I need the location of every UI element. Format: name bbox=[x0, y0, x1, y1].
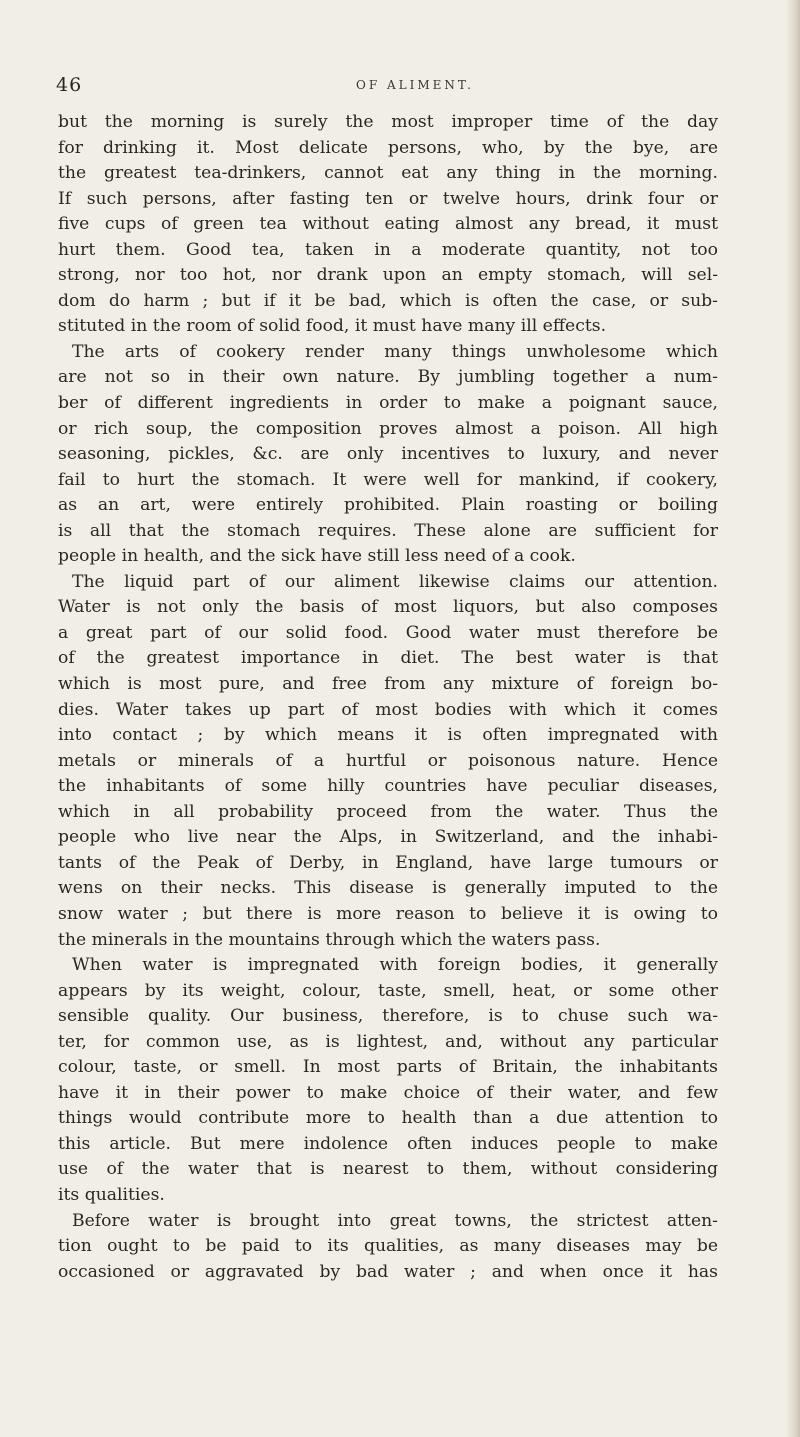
text-line: the minerals in the mountains through which the waters pass. bbox=[58, 929, 601, 950]
text-line: of the greatest importance in diet. The best water is that bbox=[58, 648, 718, 669]
text-line: occasioned or aggravated by bad water ; and when once it has bbox=[58, 1261, 718, 1282]
text-line: hurt them. Good tea, taken in a moderate quantity, not too bbox=[58, 239, 718, 260]
text-line: people in health, and the sick have still less need of a cook. bbox=[58, 546, 576, 567]
text-line: the greatest tea-drinkers, cannot eat any thing in the morning. bbox=[58, 163, 718, 184]
text-line: ber of different ingredients in order to make a poignant sauce, bbox=[58, 393, 718, 414]
text-line: metals or minerals of a hurtful or poisonous nature. Hence bbox=[58, 750, 718, 771]
text-line: its qualities. bbox=[58, 1184, 165, 1205]
paragraph-start-line: When water is impregnated with foreign bodies, it generally bbox=[72, 955, 718, 976]
text-line: as an art, were entirely prohibited. Plain roasting or boiling bbox=[58, 495, 718, 516]
text-line: tants of the Peak of Derby, in England, have large tumours or bbox=[58, 852, 718, 873]
text-line: If such persons, after fasting ten or twelve hours, drink four or bbox=[58, 188, 718, 209]
text-line: strong, nor too hot, nor drank upon an empty stomach, will sel- bbox=[58, 265, 718, 286]
text-line: is all that the stomach requires. These alone are sufficient for bbox=[58, 520, 718, 541]
text-line: appears by its weight, colour, taste, smell, heat, or some other bbox=[58, 980, 718, 1001]
text-line: colour, taste, or smell. In most parts of Britain, the inhabitants bbox=[58, 1057, 718, 1078]
text-line: five cups of green tea without eating almost any bread, it must bbox=[58, 214, 718, 235]
text-line: but the morning is surely the most improper time of the day bbox=[58, 112, 718, 132]
page-header bbox=[56, 74, 716, 96]
text-line: into contact ; by which means it is often impregnated with bbox=[58, 725, 718, 746]
text-line: dom do harm ; but if it be bad, which is often the case, or sub- bbox=[58, 290, 718, 311]
text-line: stituted in the room of solid food, it must have many ill effects. bbox=[58, 316, 607, 337]
paragraph-start-line: The arts of cookery render many things unwholesome which bbox=[72, 341, 718, 362]
text-line: people who live near the Alps, in Switzerland, and the inhabi- bbox=[58, 827, 718, 848]
text-line: have it in their power to make choice of their water, and few bbox=[58, 1082, 718, 1103]
text-line: for drinking it. Most delicate persons, who, by the bye, are bbox=[58, 137, 718, 158]
text-line: wens on their necks. This disease is generally imputed to the bbox=[58, 878, 718, 899]
text-line: seasoning, pickles, &c. are only incentives to luxury, and never bbox=[58, 444, 718, 465]
text-line: are not so in their own nature. By jumbling together a num- bbox=[58, 367, 718, 388]
text-line: things would contribute more to health than a due attention to bbox=[58, 1108, 718, 1129]
text-line: Water is not only the basis of most liquors, but also composes bbox=[58, 597, 718, 618]
page-edge-shadow bbox=[786, 0, 800, 1437]
page-number: 46 bbox=[56, 74, 83, 96]
text-line: which in all probability proceed from the water. Thus the bbox=[58, 801, 718, 822]
text-line: ter, for common use, as is lightest, and, without any particular bbox=[58, 1031, 718, 1052]
paragraph-start-line: Before water is brought into great towns, the strictest atten- bbox=[72, 1210, 718, 1231]
paragraph-start-line: The liquid part of our aliment likewise claims our attention. bbox=[72, 571, 718, 592]
text-line: fail to hurt the stomach. It were well for mankind, if cookery, bbox=[58, 469, 718, 490]
text-line: dies. Water takes up part of most bodies with which it comes bbox=[58, 699, 718, 720]
running-title: OF ALIMENT. bbox=[356, 78, 474, 92]
text-line: sensible quality. Our business, therefore, is to chuse such wa- bbox=[58, 1006, 718, 1027]
body-text bbox=[58, 110, 718, 1285]
text-line: snow water ; but there is more reason to believe it is owing to bbox=[58, 903, 718, 924]
text-line: this article. But mere indolence often induces people to make bbox=[58, 1133, 718, 1154]
text-line: or rich soup, the composition proves almost a poison. All high bbox=[58, 418, 718, 439]
text-line: which is most pure, and free from any mixture of foreign bo- bbox=[58, 674, 718, 695]
text-line: use of the water that is nearest to them, without considering bbox=[58, 1159, 718, 1180]
text-line: the inhabitants of some hilly countries have peculiar diseases, bbox=[58, 776, 718, 797]
text-line: a great part of our solid food. Good water must therefore be bbox=[58, 622, 718, 643]
text-line: tion ought to be paid to its qualities, as many diseases may be bbox=[58, 1236, 718, 1257]
